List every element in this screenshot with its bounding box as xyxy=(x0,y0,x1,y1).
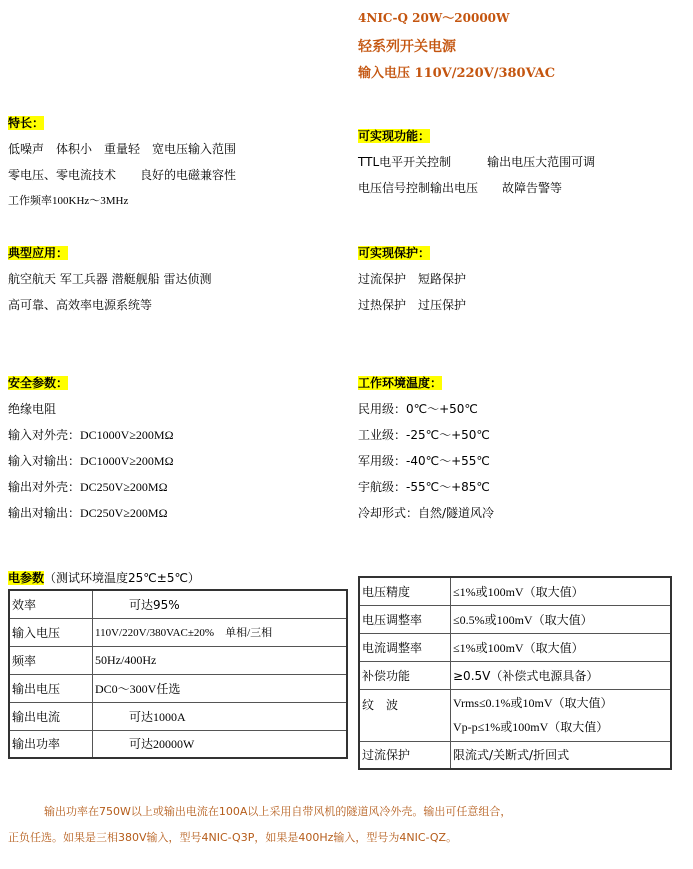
safety-line: 绝缘电阻 xyxy=(8,402,57,416)
table-value: DC0～300V任选 xyxy=(93,674,348,702)
temperature-title: 工作环境温度： xyxy=(358,376,443,390)
table-value: ≥0.5V（补偿式电源具备） xyxy=(451,661,672,689)
applications-section xyxy=(8,244,68,261)
functions-title: 可实现功能： xyxy=(358,129,431,143)
electrical-title: 电参数 xyxy=(8,571,45,585)
table-row xyxy=(9,618,347,646)
table-label: 输出功率 xyxy=(9,730,93,758)
table-value: 50Hz/400Hz xyxy=(93,646,348,674)
safety-section xyxy=(8,374,68,391)
temperature-line: 民用级：0℃～+50℃ xyxy=(358,402,478,416)
ripple-rms: Vrms≤0.1%或10mV（取大值） xyxy=(453,696,613,710)
table-row xyxy=(9,730,347,758)
protection-title: 可实现保护： xyxy=(358,246,431,260)
features-section xyxy=(8,114,44,131)
table-value: 限流式/关断式/折回式 xyxy=(451,741,672,769)
table-row xyxy=(359,605,671,633)
temperature-section xyxy=(358,374,442,391)
table-label: 补偿功能 xyxy=(359,661,451,689)
applications-title: 典型应用： xyxy=(8,246,69,260)
table-row xyxy=(359,633,671,661)
functions-line: 电压信号控制输出电压 故障告警等 xyxy=(358,181,563,195)
ripple-pp: Vp-p≤1%或100mV（取大值） xyxy=(453,720,609,734)
electrical-heading xyxy=(8,569,200,586)
applications-line: 航空航天 军工兵器 潜艇舰船 雷达侦测 xyxy=(8,272,212,286)
input-voltage-title: 输入电压 110V/220V/380VAC xyxy=(358,66,556,81)
table-value xyxy=(451,689,672,741)
protection-line: 过流保护 短路保护 xyxy=(358,272,467,286)
protection-line: 过热保护 过压保护 xyxy=(358,298,467,312)
features-line: 零电压、零电流技术 良好的电磁兼容性 xyxy=(8,168,237,182)
temperature-line: 宇航级：-55℃～+85℃ xyxy=(358,480,490,494)
applications-line: 高可靠、高效率电源系统等 xyxy=(8,298,153,312)
electrical-table-left xyxy=(8,589,348,759)
features-title: 特长： xyxy=(8,116,45,130)
functions-line: TTL电平开关控制 输出电压大范围可调 xyxy=(358,155,596,169)
safety-line: 输入对外壳：DC1000V≥200MΩ xyxy=(8,428,174,442)
table-value: 110V/220V/380VAC±20% 单相/三相 xyxy=(93,618,348,646)
table-label: 电压调整率 xyxy=(359,605,451,633)
features-line: 低噪声 体积小 重量轻 宽电压输入范围 xyxy=(8,142,237,156)
table-label: 效率 xyxy=(9,590,93,618)
electrical-subtitle: （测试环境温度25℃±5℃） xyxy=(44,571,200,585)
note-line: 正负任选。如果是三相380V输入，型号4NIC-Q3P，如果是400Hz输入，型号为4NIC-QZ。 xyxy=(8,831,458,844)
table-label: 电压精度 xyxy=(359,577,451,605)
temperature-line: 工业级：-25℃～+50℃ xyxy=(358,428,490,442)
table-row xyxy=(359,577,671,605)
table-row xyxy=(9,702,347,730)
safety-line: 输出对外壳：DC250V≥200MΩ xyxy=(8,480,168,494)
note-line: 输出功率在750W以上或输出电流在100A以上采用自带风机的隧道风冷外壳。输出可任意组合， xyxy=(44,805,512,818)
table-row xyxy=(359,741,671,769)
table-row xyxy=(9,590,347,618)
temperature-line: 军用级：-40℃～+55℃ xyxy=(358,454,490,468)
safety-line: 输入对输出：DC1000V≥200MΩ xyxy=(8,454,174,468)
table-value: 可达20000W xyxy=(93,730,348,758)
protection-section xyxy=(358,244,430,261)
table-value: ≤1%或100mV（取大值） xyxy=(451,633,672,661)
series-title: 轻系列开关电源 xyxy=(358,39,456,55)
table-label: 过流保护 xyxy=(359,741,451,769)
table-label: 电流调整率 xyxy=(359,633,451,661)
temperature-line: 冷却形式：自然/隧道风冷 xyxy=(358,506,495,520)
table-label: 频率 xyxy=(9,646,93,674)
table-label: 纹 波 xyxy=(359,689,451,741)
features-line: 工作频率100KHz～3MHz xyxy=(8,195,129,207)
table-row xyxy=(359,661,671,689)
table-value: ≤0.5%或100mV（取大值） xyxy=(451,605,672,633)
table-row xyxy=(359,689,671,741)
electrical-table-right xyxy=(358,576,672,770)
table-row xyxy=(9,674,347,702)
table-row xyxy=(9,646,347,674)
table-label: 输出电压 xyxy=(9,674,93,702)
table-value: 可达1000A xyxy=(93,702,348,730)
safety-line: 输出对输出：DC250V≥200MΩ xyxy=(8,506,168,520)
model-title: 4NIC-Q 20W～20000W xyxy=(358,11,510,25)
table-value: ≤1%或100mV（取大值） xyxy=(451,577,672,605)
table-label: 输出电流 xyxy=(9,702,93,730)
table-value: 可达95% xyxy=(93,590,348,618)
functions-section xyxy=(358,127,430,144)
safety-title: 安全参数： xyxy=(8,376,69,390)
table-label: 输入电压 xyxy=(9,618,93,646)
